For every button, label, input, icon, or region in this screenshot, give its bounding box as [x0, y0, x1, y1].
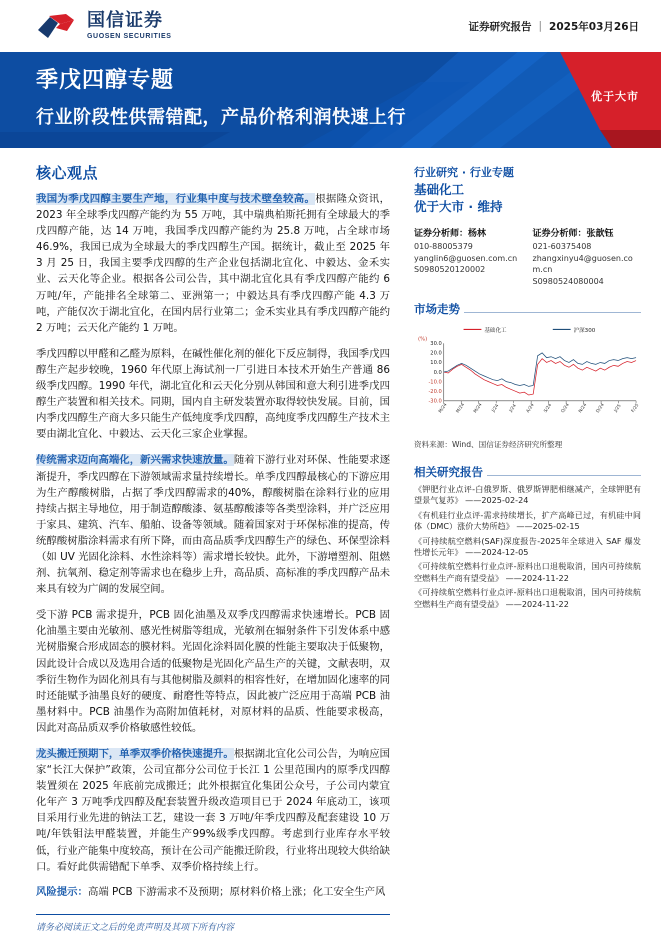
- industry-name: 基础化工: [414, 182, 465, 197]
- market-trend-title: 市场走势: [414, 302, 460, 316]
- svg-text:J/25: J/25: [613, 403, 623, 414]
- report-date: 2025年03月26日: [549, 20, 639, 33]
- svg-text:10.0: 10.0: [430, 360, 442, 367]
- report-date: ——2024-11-22: [505, 598, 569, 609]
- svg-text:F/25: F/25: [630, 403, 641, 414]
- report-title: 季戊四醇专题: [36, 68, 175, 93]
- top-bar: [0, 0, 661, 52]
- report-subtitle: 行业阶段性供需错配，产品价格利润快速上行: [36, 107, 406, 128]
- market-trend-chart: [414, 323, 641, 450]
- related-reports-header: [414, 464, 641, 480]
- paragraph-lead: 龙头搬迁预期下，单季双季价格快速提升。: [36, 748, 234, 760]
- svg-text:O/24: O/24: [560, 402, 571, 415]
- hero-banner: [0, 52, 661, 148]
- side-column: [404, 148, 661, 933]
- footer-disclaimer: 请务必阅读正文之后的免责声明及其项下所有内容: [36, 922, 235, 933]
- svg-text:(%): (%): [417, 336, 428, 343]
- footer-divider: [36, 914, 390, 915]
- related-reports-list: [414, 484, 641, 610]
- brand-name-en: GUOSEN SECURITIES: [87, 33, 172, 40]
- main-column: [0, 148, 404, 933]
- brand-name-cn: 国信证券: [87, 10, 163, 31]
- meta-separator: |: [538, 20, 543, 32]
- report-date: ——2024-12-05: [465, 547, 529, 558]
- paragraph-lead: 传统需求迈向高端化，新兴需求快速放量。: [36, 454, 234, 467]
- market-trend-rule: [464, 312, 641, 313]
- chart-canvas: [414, 323, 642, 431]
- guosen-logo-icon: [36, 11, 80, 41]
- related-report-item[interactable]: [414, 561, 641, 584]
- paragraph-body: 根据隆众资讯，2023 年全球季戊四醇产能约为 55 万吨，其中瑞典柏斯托拥有全球最大的季戊四醇产能，达 14 万吨，我国季戊四醇产能约为 25.8 万吨，占全球市场 46.9%，我国已成为全球最大的季戊四醇生产国。据统计，截止至 2025 年 3 月 25 日，我国主要季戊四醇的生产企业包括湖北宜化、中毅达、金禾实业、云天化等企业。根据各公司公告，其中湖北宜化具有季戊四醇产能约 6 万吨/年，产能排名全球第二、亚洲第一；中毅达具有季戊四醇产能 4.3 万吨，产能仅次于湖北宜化，在国内居行业第二；金禾实业具有季戊四醇产能约 2 万吨；云天化产能约 1 万吨。: [36, 193, 391, 334]
- svg-text:20.0: 20.0: [430, 350, 442, 357]
- rating-badge: 优于大市: [591, 90, 639, 103]
- svg-text:J/24: J/24: [508, 403, 518, 414]
- analyst-email[interactable]: zhangxinyu4@guosen.com.cn: [532, 253, 633, 274]
- risk-paragraph: [36, 884, 390, 900]
- paragraph: [36, 452, 390, 597]
- report-text: 《可持续航空燃料行业点评-原料出口退税取消，国内可持续航空燃料生产商有望受益》: [414, 587, 641, 609]
- svg-text:J/24: J/24: [491, 403, 501, 414]
- report-type-label: 证券研究报告: [468, 20, 532, 33]
- related-reports-rule: [487, 475, 641, 476]
- related-report-item[interactable]: [414, 587, 641, 610]
- report-meta: [469, 19, 640, 34]
- report-text: 《可持续航空燃料(SAF)深度报告-2025年全球进入 SAF 爆发性增长元年》: [414, 535, 641, 558]
- risk-body: 高端 PCB 下游需求不及预期；原材料价格上涨；化工安全生产风: [87, 885, 386, 898]
- analyst-name: 证券分析师：杨林: [414, 229, 487, 239]
- core-view-title: 核心观点: [36, 164, 99, 182]
- related-report-item[interactable]: [414, 484, 641, 507]
- paragraph: [36, 346, 390, 443]
- paragraph-lead: 我国为季戊四醇主要生产地，行业集中度与技术壁垒较高。: [36, 193, 316, 205]
- analyst-phone: 021-60375408: [532, 242, 592, 251]
- analyst-list: [414, 226, 641, 287]
- industry-research-label: 行业研究 · 行业专题: [414, 166, 514, 179]
- paragraph: [36, 607, 390, 736]
- svg-text:-30.0: -30.0: [428, 398, 442, 405]
- report-body: [0, 148, 661, 933]
- paragraph: [36, 191, 390, 336]
- related-report-item[interactable]: [414, 510, 641, 533]
- report-text: 《钾肥行业点评-白俄罗斯、俄罗斯钾肥相继减产，全球钾肥有望景气复苏》: [414, 484, 641, 506]
- svg-text:-20.0: -20.0: [428, 388, 442, 395]
- paragraph-body: 受下游 PCB 需求提升，PCB 固化油墨及双季戊四醇需求快速增长。PCB 固化油墨主要由光敏剂、感光性树脂等组成，光敏剂在辐射条件下引发体系中感光树脂聚合形成固态的膜材料。光固化涂料固化膜的性能主要取决于低聚物，因此设计合成以及选用合适的低聚物是光固化产品生产的关键，文献表明，双季衍生物作为固化剂具有与其他树脂及颜料的相容性好，在增加固化速率的同时还能赋予油墨良好的硬度、耐磨性等特点，因此被广泛应用于高端 PCB 油墨材料中。PCB 油墨作为高附加值耗材，对原材料的品质、性能要求极高，因此对高品质双季价格敏感性较低。: [36, 609, 390, 734]
- svg-text:0.0: 0.0: [433, 369, 442, 376]
- svg-text:M/24: M/24: [473, 402, 484, 415]
- rating-maintain: 优于大市 · 维持: [414, 199, 503, 214]
- analyst-card: [533, 226, 642, 287]
- svg-text:D/24: D/24: [595, 402, 606, 415]
- analyst-cert: S0980524080004: [532, 276, 604, 286]
- related-reports-title: 相关研究报告: [414, 465, 483, 479]
- analyst-phone: 010-88005379: [414, 242, 473, 251]
- report-text: 《可持续航空燃料行业点评-原料出口退税取消，国内可持续航空燃料生产商有望受益》: [414, 561, 641, 583]
- report-date: ——2024-11-22: [505, 572, 569, 583]
- risk-lead: 风险提示：: [36, 885, 88, 898]
- report-date: ——2025-02-24: [465, 495, 529, 506]
- paragraph: [36, 746, 390, 875]
- chart-source: 资料来源：Wind、国信证券经济研究所整理: [414, 440, 563, 449]
- paragraph-body: 随着下游行业对环保、性能要求逐渐提升，季戊四醇在下游领域需求量持续增长。单季戊四醇最核心的下游应用为生产醇酸树脂，占据了季戊四醇需求的40%，醇酸树脂在涂料行业的应用持续占据主导地位，用于制造醇酸漆、氨基醇酸漆等各类型涂料，并广泛应用于家具、建筑、汽车、船舶、设备等领域。随着国家对于环保标准的提高，传统醇酸树脂涂料需求有所下降，而由高品质季戊四醇生产的绿色、环保型涂料（如 UV 光固化涂料、水性涂料等）需求增长较快。此外，下游增塑剂、阻燃剂、抗氧剂、稳定剂等需求也在稳步上升，高品质、高标准的季戊四醇产品未来具有较为广阔的发展空间。: [36, 454, 391, 596]
- svg-text:沪深300: 沪深300: [573, 327, 596, 334]
- paragraph-body: 根据湖北宜化公司公告，为响应国家“长江大保护”政策，公司宜都分公司位于长江 1 公里范围内的原季戊四醇装置须在 2025 年底前完成搬迁；此外根据宜化集团公众号，子公司内蒙宜化年产 3 万吨季戊四醇及配套装置升级改造项目已于 2024 年底动工，该项目采用行业先进的钠法工艺，建设一套 3 万吨/年季戊四醇及配套建设 10 万吨/年铁钼法甲醛装置，并能生产99%级季戊四醇。考虑到行业库存水平较低，行业产能集中度较高，预计在公司产能搬迁阶段，行业将出现较大供给缺口。看好此供需错配下单季、双季价格持续上行。: [36, 748, 391, 873]
- analyst-cert: S0980520120002: [414, 265, 486, 274]
- svg-text:S/24: S/24: [543, 402, 554, 414]
- report-date: ——2025-02-15: [516, 521, 580, 532]
- related-report-item[interactable]: [414, 536, 641, 559]
- svg-text:30.0: 30.0: [430, 341, 442, 348]
- analyst-card: [414, 226, 523, 287]
- analyst-name: 证券分析师：张歆钰: [532, 229, 614, 239]
- brand-logo: [36, 11, 172, 41]
- market-trend-header: [414, 301, 641, 317]
- svg-text:M/24: M/24: [455, 402, 466, 415]
- svg-text:A/24: A/24: [525, 402, 536, 414]
- svg-text:M/24: M/24: [438, 402, 449, 415]
- svg-text:基础化工: 基础化工: [484, 327, 507, 334]
- svg-text:-10.0: -10.0: [428, 379, 442, 386]
- paragraph-body: 季戊四醇以甲醛和乙醛为原料，在碱性催化剂的催化下反应制得，我国季戊四醇生产起步较晚，1960 年代原上海试剂一厂引进日本技术开始生产普通 86 级季戊四醇。1990 年代，湖北宜化和云天化分别从韩国和意大利引进季戊四醇生产装置和相关技术。同期，国内自主研发装置亦取得较快发展。目前，国内季戊四醇生产商大多只能生产低纯度季戊四醇，高纯度季戊四醇生产技术主要由湖北宜化、中毅达、云天化三家企业掌握。: [36, 347, 390, 441]
- analyst-email[interactable]: yanglin6@guosen.com.cn: [414, 253, 518, 263]
- report-text: 《有机硅行业点评-需求持续增长，扩产高峰已过，有机硅中间体（DMC）涨价大势所趋》: [414, 509, 641, 532]
- svg-text:N/24: N/24: [578, 402, 589, 415]
